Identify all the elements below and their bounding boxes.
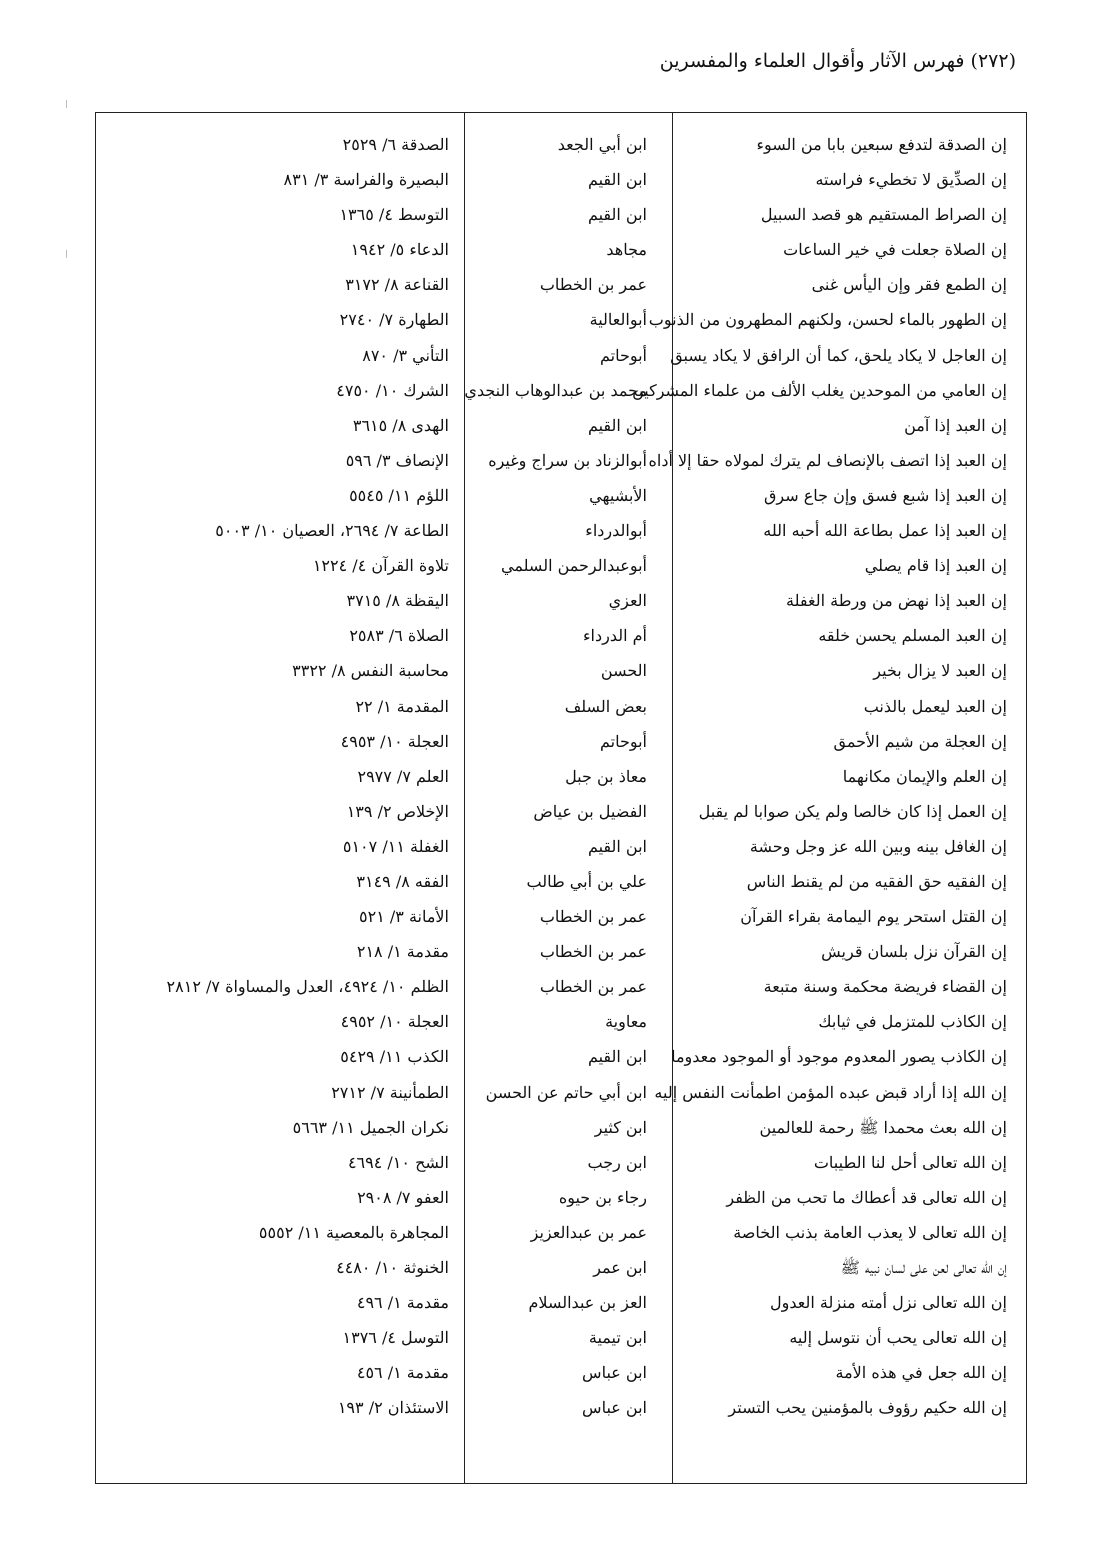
saying-text: إن العامي من الموحدين يغلب الألف من علماء المشركين [632, 380, 1007, 400]
saying-text: إن العبد إذا قام يصلي [864, 556, 1007, 576]
reference-text: العجلة ١٠/ ٤٩٥٢ [340, 1012, 449, 1032]
margin-mark [66, 100, 67, 108]
reference-text: مقدمة ١/ ٢١٨ [356, 942, 449, 962]
author-name: أبوالعالية [589, 310, 647, 330]
saying-text: إن الكاذب يصور المعدوم موجود أو الموجود معدوما [671, 1047, 1007, 1067]
saying-text: إن الله تعالى أحل لنا الطيبات [813, 1152, 1007, 1172]
reference-text: الشح ١٠/ ٤٦٩٤ [347, 1152, 449, 1172]
reference-text: القناعة ٨/ ٣١٧٢ [345, 275, 449, 295]
table-row [96, 832, 1024, 867]
saying-text: إن الطمع فقر وإن اليأس غنى [811, 275, 1007, 295]
author-name: ابن القيم [587, 836, 647, 856]
saying-text: إن العمل إذا كان خالصا ولم يكن صوابا لم يقبل [698, 801, 1007, 821]
saying-text: إن العجلة من شيم الأحمق [833, 731, 1007, 751]
saying-text: إن الغافل بينه وبين الله عز وجل وحشة [749, 836, 1007, 856]
author-name: ابن أبي حاتم عن الحسن [485, 1082, 647, 1102]
table-row [96, 1323, 1024, 1358]
saying-text: إن الفقيه حق الفقيه من لم يقنط الناس [746, 871, 1007, 891]
author-name: أبوحاتم [599, 345, 647, 365]
reference-text: الاستئذان ٢/ ١٩٣ [337, 1398, 449, 1418]
table-row [96, 1078, 1024, 1113]
author-name: عمر بن الخطاب [539, 907, 647, 927]
reference-text: التوسل ٤/ ١٣٧٦ [342, 1328, 449, 1348]
table-row [96, 586, 1024, 621]
table-row [96, 305, 1024, 340]
table-row [96, 1358, 1024, 1393]
saying-text: إن العبد لا يزال بخير [873, 661, 1007, 681]
author-name: ابن أبي الجعد [557, 135, 647, 154]
saying-text: إن القرآن نزل بلسان قريش [821, 942, 1007, 962]
table-row [96, 692, 1024, 727]
reference-text: اللؤم ١١/ ٥٥٤٥ [349, 485, 449, 505]
author-name: مجاهد [606, 240, 647, 260]
saying-text: إن الصلاة جعلت في خير الساعات [783, 240, 1007, 260]
margin-mark [66, 250, 67, 258]
reference-text: الأمانة ٣/ ٥٢١ [359, 907, 449, 927]
author-name: أبوحاتم [599, 731, 647, 751]
saying-text: إن العبد إذا عمل بطاعة الله أحبه الله [763, 521, 1007, 541]
author-name: الأبشيهي [589, 485, 647, 505]
author-name: الحسن [600, 661, 647, 681]
author-name: ابن القيم [587, 205, 647, 225]
table-row [96, 621, 1024, 656]
table-row [96, 656, 1024, 691]
saying-text: إن العبد ليعمل بالذنب [863, 696, 1007, 716]
saying-text: إن القضاء فريضة محكمة وسنة متبعة [763, 977, 1007, 997]
saying-text: إن الكاذب للمتزمل في ثيابك [818, 1012, 1007, 1032]
author-name: أم الدرداء [583, 626, 647, 646]
table-row [96, 130, 1024, 165]
reference-text: الإنصاف ٣/ ٥٩٦ [345, 450, 449, 470]
reference-text: نكران الجميل ١١/ ٥٦٦٣ [292, 1117, 449, 1137]
table-row [96, 1218, 1024, 1253]
author-name: أبوعبدالرحمن السلمي [501, 556, 647, 576]
reference-text: البصيرة والفراسة ٣/ ٨٣١ [283, 170, 449, 190]
table-row [96, 1007, 1024, 1042]
table-row [96, 972, 1024, 1007]
author-name: محمد بن عبدالوهاب النجدي [464, 380, 647, 400]
reference-text: الطاعة ٧/ ٢٦٩٤، العصيان ١٠/ ٥٠٠٣ [215, 521, 449, 541]
author-name: عمر بن الخطاب [539, 275, 647, 295]
saying-text: إن العبد إذا اتصف بالإنصاف لم يترك لمولاه حقا إلا أداه [648, 450, 1007, 470]
author-name: الفضيل بن عياض [533, 801, 647, 821]
author-name: ابن القيم [587, 415, 647, 435]
reference-text: التأني ٣/ ٨٧٠ [362, 345, 449, 365]
reference-text: العجلة ١٠/ ٤٩٥٣ [340, 731, 449, 751]
saying-text: إن الله بعث محمدا ﷺ رحمة للعالمين [759, 1117, 1007, 1137]
reference-text: الظلم ١٠/ ٤٩٢٤، العدل والمساواة ٧/ ٢٨١٢ [166, 977, 449, 997]
table-row [96, 1288, 1024, 1323]
reference-text: محاسبة النفس ٨/ ٣٣٢٢ [292, 661, 449, 681]
author-name: بعض السلف [564, 696, 647, 716]
table-row [96, 867, 1024, 902]
reference-text: اليقظة ٨/ ٣٧١٥ [346, 591, 449, 611]
saying-text: إن الله تعالى قد أعطاك ما تحب من الظفر [726, 1187, 1007, 1207]
table-row [96, 341, 1024, 376]
author-name: عمر بن عبدالعزيز [530, 1222, 647, 1242]
table-row [96, 902, 1024, 937]
saying-text: إن العلم والإيمان مكانهما [842, 766, 1007, 786]
saying-text: إن الله تعالى نزل أمته منزلة العدول [770, 1293, 1007, 1313]
table-row [96, 937, 1024, 972]
reference-text: العفو ٧/ ٢٩٠٨ [357, 1187, 449, 1207]
reference-text: الطهارة ٧/ ٢٧٤٠ [339, 310, 449, 330]
table-row [96, 1113, 1024, 1148]
table-row [96, 1042, 1024, 1077]
author-name: العزي [608, 591, 647, 611]
reference-text: الإخلاص ٢/ ١٣٩ [346, 801, 449, 821]
table-row [96, 727, 1024, 762]
reference-text: تلاوة القرآن ٤/ ١٢٢٤ [312, 556, 449, 576]
reference-text: الهدى ٨/ ٣٦١٥ [352, 415, 449, 435]
table-row [96, 516, 1024, 551]
table-row [96, 1253, 1024, 1288]
author-name: معاذ بن جبل [565, 766, 647, 786]
saying-text: إن الله جعل في هذه الأمة [835, 1363, 1007, 1383]
author-name: رجاء بن حيوه [558, 1187, 647, 1207]
author-name: ابن رجب [587, 1152, 647, 1172]
saying-text: إن العبد إذا شبع فسق وإن جاع سرق [764, 485, 1007, 505]
reference-text: الخنوثة ١٠/ ٤٤٨٠ [336, 1258, 449, 1277]
saying-text: إن الله تعالى لعن على لسان نبيه ﷺ [840, 1258, 1007, 1277]
author-name: العز بن عبدالسلام [528, 1293, 647, 1313]
saying-text: إن الله حكيم رؤوف بالمؤمنين يحب التستر [728, 1398, 1007, 1418]
reference-text: الطمأنينة ٧/ ٢٧١٢ [331, 1082, 449, 1102]
reference-text: مقدمة ١/ ٤٩٦ [356, 1293, 449, 1313]
table-row [96, 446, 1024, 481]
saying-text: إن الصدِّيق لا تخطيء فراسته [815, 170, 1007, 190]
saying-text: إن العبد إذا نهض من ورطة الغفلة [786, 591, 1007, 611]
table-row [96, 235, 1024, 270]
table-row [96, 1183, 1024, 1218]
author-name: علي بن أبي طالب [526, 871, 647, 891]
reference-text: الغفلة ١١/ ٥١٠٧ [342, 836, 449, 856]
table-row [96, 551, 1024, 586]
saying-text: إن العبد المسلم يحسن خلقه [818, 626, 1007, 646]
author-name: ابن كثير [594, 1117, 647, 1137]
reference-text: الشرك ١٠/ ٤٧٥٠ [336, 380, 449, 400]
saying-text: إن الطهور بالماء لحسن، ولكنهم المطهرون من الذنوب [648, 310, 1007, 330]
reference-text: الدعاء ٥/ ١٩٤٢ [350, 240, 449, 260]
author-name: ابن عباس [582, 1363, 647, 1383]
table-row [96, 270, 1024, 305]
author-name: معاوية [605, 1012, 647, 1032]
author-name: ابن عباس [582, 1398, 647, 1418]
table-row [96, 1393, 1024, 1428]
reference-text: مقدمة ١/ ٤٥٦ [356, 1363, 449, 1383]
reference-text: الفقه ٨/ ٣١٤٩ [356, 871, 449, 891]
saying-text: إن العاجل لا يكاد يلحق، كما أن الرافق لا يكاد يسبق [670, 345, 1007, 365]
reference-text: الصدقة ٦/ ٢٥٢٩ [342, 135, 449, 154]
author-name: ابن تيمية [588, 1328, 647, 1348]
author-name: ابن عمر [593, 1258, 647, 1277]
reference-text: الكذب ١١/ ٥٤٢٩ [340, 1047, 449, 1067]
author-name: عمر بن الخطاب [539, 942, 647, 962]
saying-text: إن الله تعالى لا يعذب العامة بذنب الخاصة [733, 1222, 1007, 1242]
table-row [96, 165, 1024, 200]
reference-text: التوسط ٤/ ١٣٦٥ [339, 205, 449, 225]
table-row [96, 797, 1024, 832]
reference-text: الصلاة ٦/ ٢٥٨٣ [349, 626, 449, 646]
page-header: (٢٧٢) فهرس الآثار وأقوال العلماء والمفسرين [659, 50, 1016, 72]
index-table [96, 130, 1024, 1428]
table-row [96, 411, 1024, 446]
reference-text: المقدمة ١/ ٢٢ [355, 696, 449, 716]
table-row [96, 1148, 1024, 1183]
saying-text: إن الصراط المستقيم هو قصد السبيل [760, 205, 1007, 225]
saying-text: إن الصدقة لتدفع سبعين بابا من السوء [756, 135, 1007, 154]
author-name: ابن القيم [587, 170, 647, 190]
table-row [96, 762, 1024, 797]
reference-text: المجاهرة بالمعصية ١١/ ٥٥٥٢ [258, 1222, 449, 1242]
table-row [96, 481, 1024, 516]
saying-text: إن القتل استحر يوم اليمامة بقراء القرآن [740, 907, 1007, 927]
reference-text: العلم ٧/ ٢٩٧٧ [357, 766, 449, 786]
author-name: أبوالزناد بن سراج وغيره [488, 450, 647, 470]
table-row [96, 376, 1024, 411]
author-name: عمر بن الخطاب [539, 977, 647, 997]
saying-text: إن الله إذا أراد قبض عبده المؤمن اطمأنت النفس إليه [654, 1082, 1007, 1102]
table-row [96, 200, 1024, 235]
saying-text: إن الله تعالى يحب أن نتوسل إليه [789, 1328, 1007, 1348]
saying-text: إن العبد إذا آمن [904, 415, 1007, 435]
author-name: أبوالدرداء [585, 521, 647, 541]
author-name: ابن القيم [587, 1047, 647, 1067]
